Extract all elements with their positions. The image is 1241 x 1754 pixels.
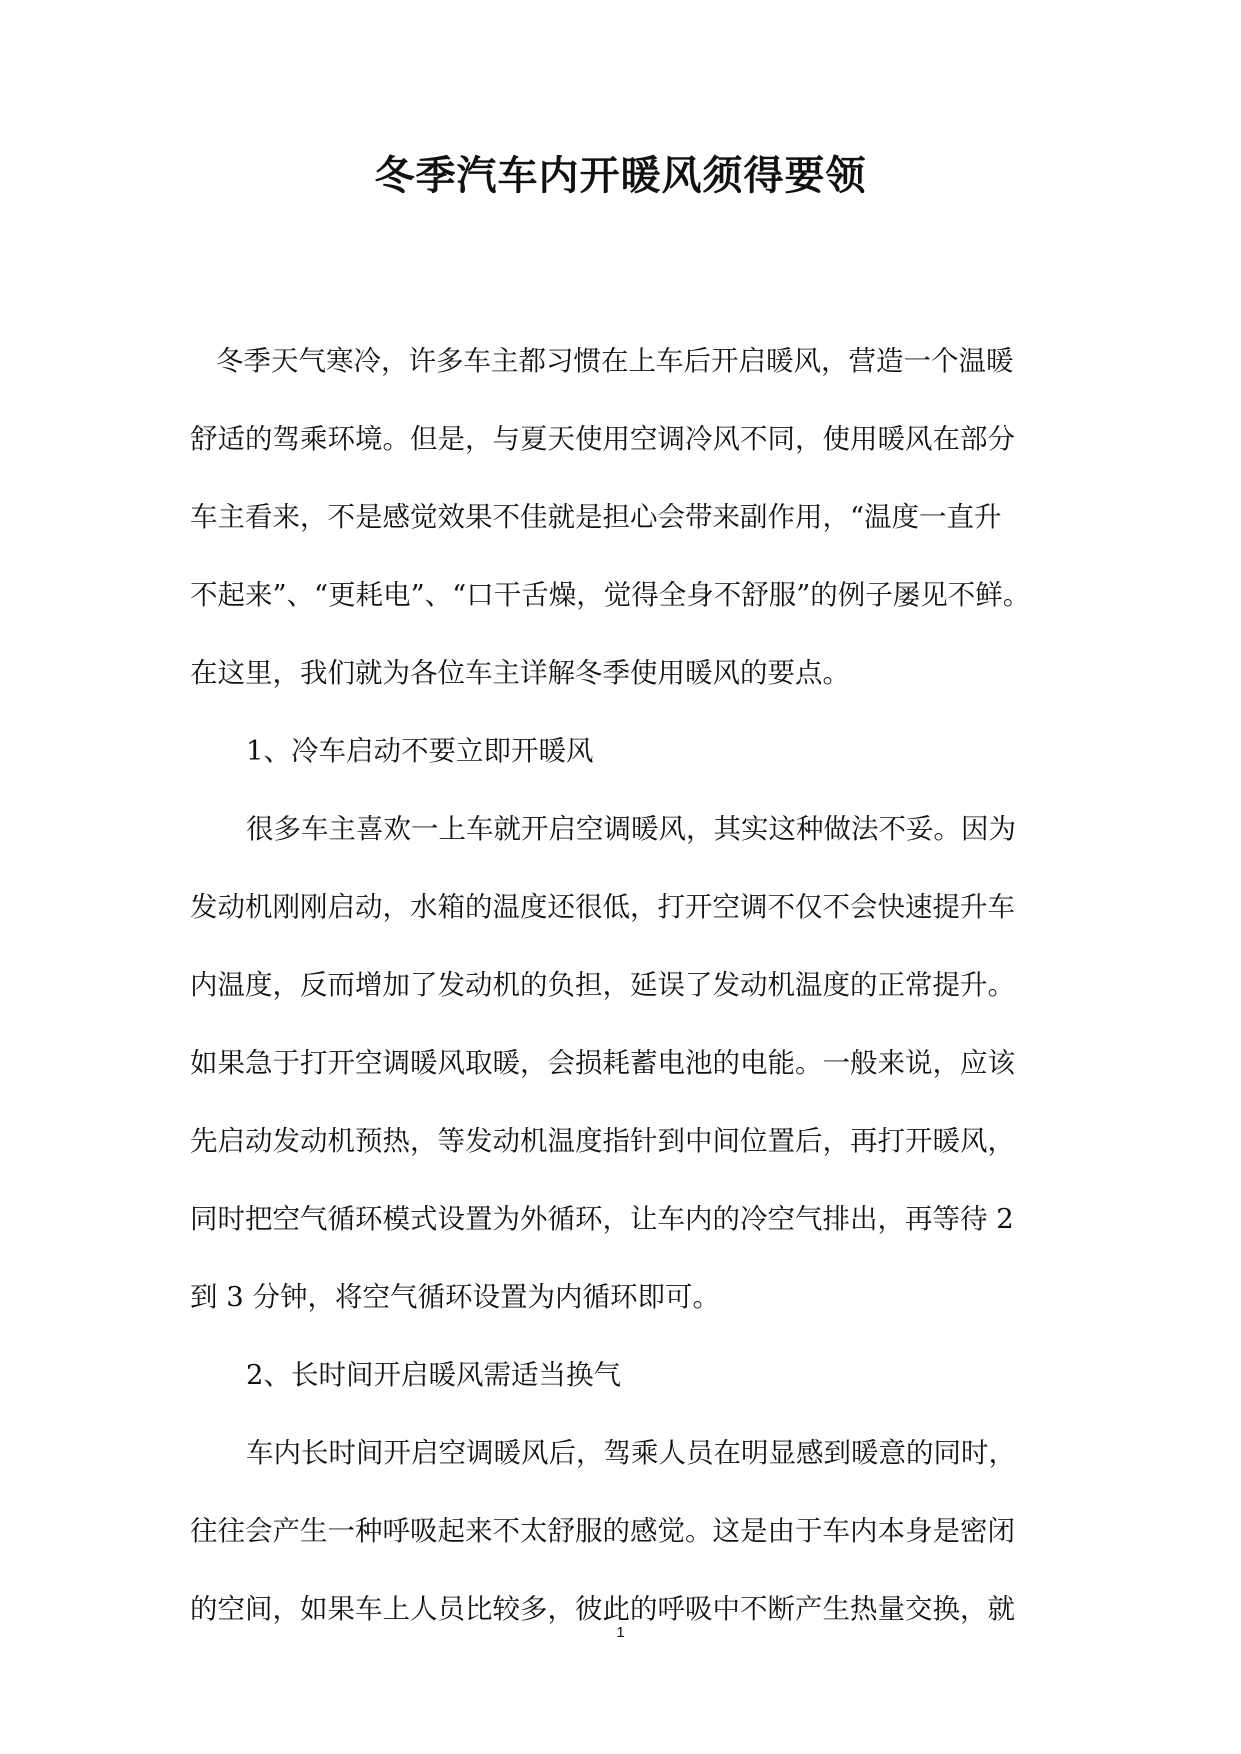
section-heading: 2、长时间开启暖风需适当换气 — [246, 1359, 621, 1391]
page-number: 1 — [616, 1624, 625, 1641]
paragraph-line: 的空间，如果车上人员比较多，彼此的呼吸中不断产生热量交换，就 — [190, 1593, 1015, 1625]
paragraph-line: 到 3 分钟，将空气循环设置为内循环即可。 — [190, 1281, 720, 1313]
paragraph-line: 先启动发动机预热，等发动机温度指针到中间位置后，再打开暖风， — [190, 1125, 1015, 1157]
paragraph-line: 如果急于打开空调暖风取暖，会损耗蓄电池的电能。一般来说，应该 — [190, 1047, 1015, 1079]
paragraph-line: 在这里，我们就为各位车主详解冬季使用暖风的要点。 — [190, 657, 850, 689]
paragraph-line: 不起来”、“更耗电”、“口干舌燥，觉得全身不舒服”的例子屡见不鲜。 — [190, 579, 1031, 611]
paragraph-line: 车主看来，不是感觉效果不佳就是担心会带来副作用，“温度一直升 — [190, 501, 1002, 533]
paragraph-line: 车内长时间开启空调暖风后，驾乘人员在明显感到暖意的同时， — [246, 1437, 1016, 1469]
paragraph-line: 很多车主喜欢一上车就开启空调暖风，其实这种做法不妥。因为 — [246, 813, 1016, 845]
paragraph-line: 同时把空气循环模式设置为外循环，让车内的冷空气排出，再等待 2 — [190, 1203, 1014, 1235]
paragraph-line: 冬季天气寒冷，许多车主都习惯在上车后开启暖风，营造一个温暖 — [216, 345, 1014, 377]
paragraph-line: 发动机刚刚启动，水箱的温度还很低，打开空调不仅不会快速提升车 — [190, 891, 1015, 923]
paragraph-line: 舒适的驾乘环境。但是，与夏天使用空调冷风不同，使用暖风在部分 — [190, 423, 1015, 455]
section-heading: 1、冷车启动不要立即开暖风 — [246, 735, 594, 767]
paragraph-line: 往往会产生一种呼吸起来不太舒服的感觉。这是由于车内本身是密闭 — [190, 1515, 1015, 1547]
document-body — [190, 322, 1058, 1648]
paragraph-line: 内温度，反而增加了发动机的负担，延误了发动机温度的正常提升。 — [190, 969, 1015, 1001]
page-title: 冬季汽车内开暖风须得要领 — [374, 152, 867, 199]
